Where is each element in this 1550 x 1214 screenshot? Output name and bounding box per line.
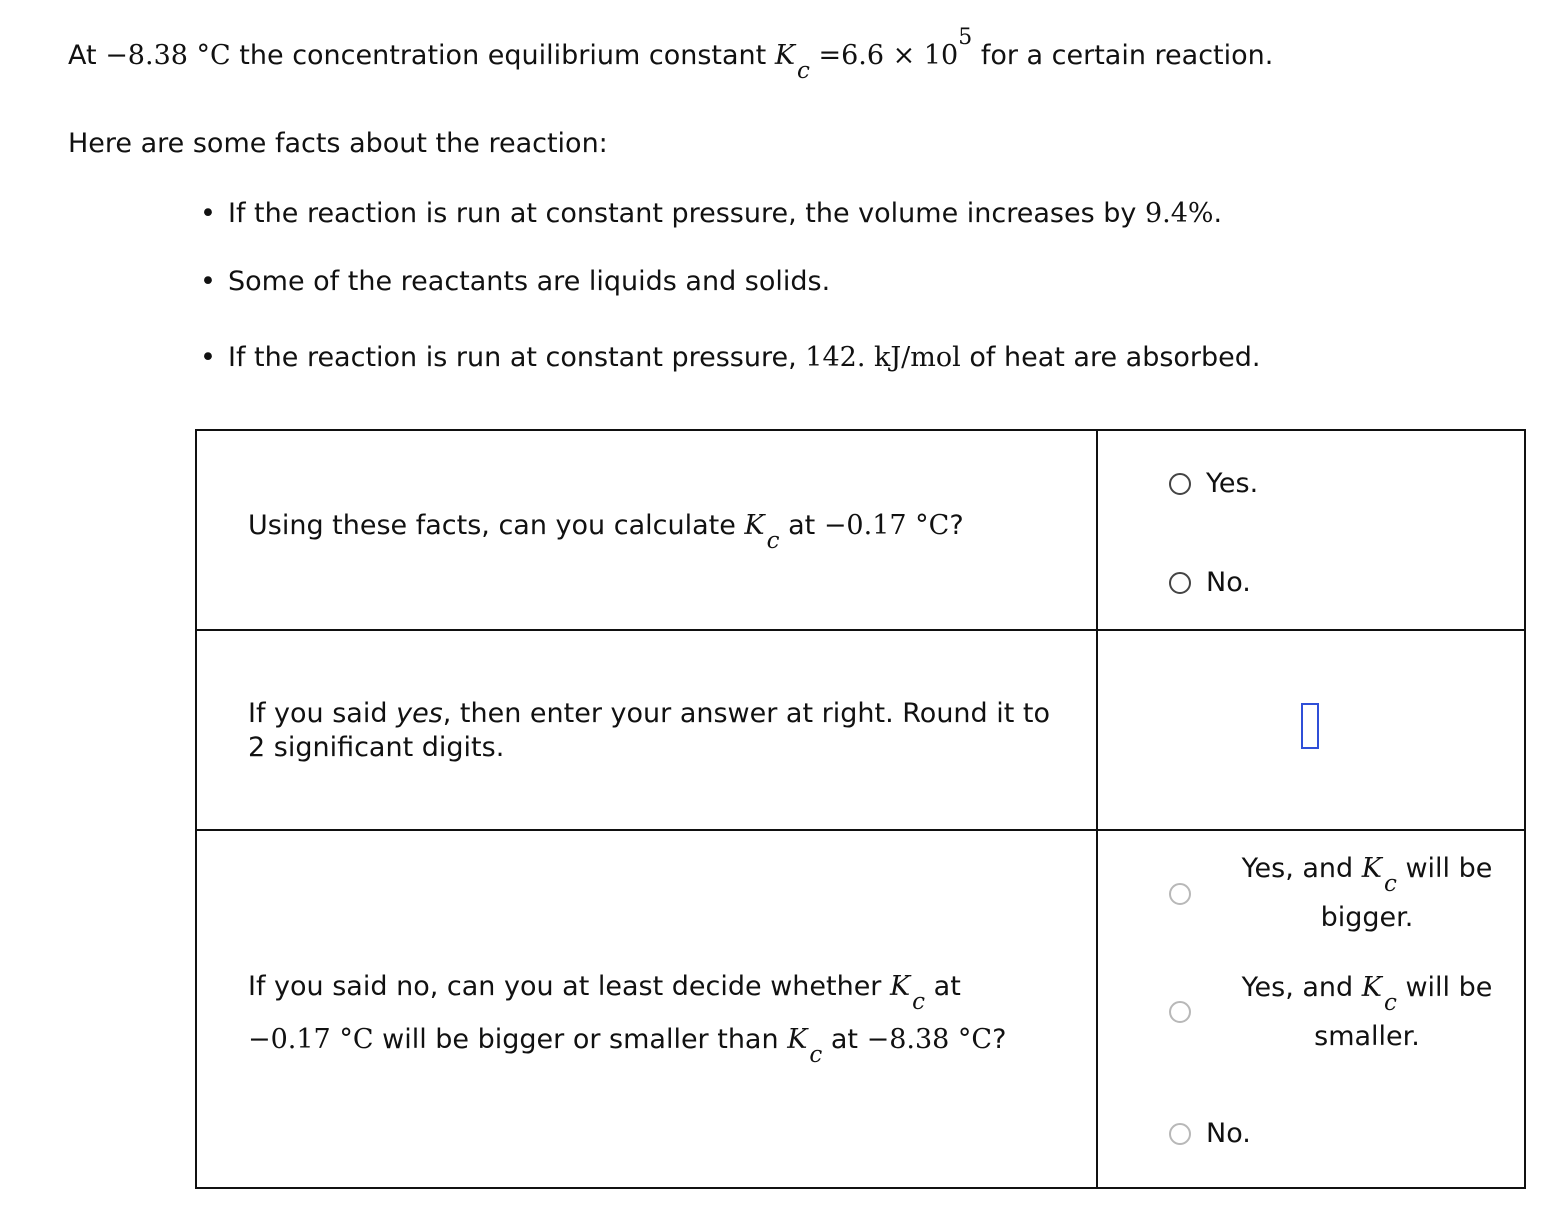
radio-label: No. — [1206, 567, 1251, 598]
question-calculate-kc — [248, 509, 964, 554]
fact-value: 142. — [805, 342, 866, 373]
choice-smaller-label — [1227, 964, 1507, 1061]
radio-option-bigger[interactable] — [1169, 883, 1191, 905]
kc-symbol: K — [1361, 853, 1382, 884]
radio-option-no[interactable] — [1169, 567, 1251, 598]
radio-button-smaller[interactable] — [1169, 1001, 1191, 1023]
radio-button-no-decide[interactable] — [1169, 1123, 1191, 1145]
choice-prefix: Yes, and — [1241, 972, 1354, 1003]
intro-middle: the concentration equilibrium constant — [239, 40, 767, 71]
intro-prefix: At — [68, 40, 97, 71]
choice-line2: bigger. — [1320, 902, 1414, 933]
bullet-icon: • — [200, 342, 216, 373]
intro-temperature: −8.38 — [105, 40, 188, 71]
kc-subscript: c — [797, 58, 810, 84]
q1-temperature-unit: °C — [915, 510, 950, 541]
kc-subscript: c — [766, 528, 780, 554]
choice-suffix: will be — [1405, 853, 1493, 884]
q1-end: ? — [949, 510, 964, 541]
q2-text-rest: , then enter your answer at right. Round it to — [442, 698, 1051, 729]
q3-text: If you said no, can you at least decide whether — [248, 971, 882, 1002]
question-bigger-smaller — [248, 961, 1006, 1067]
bullet-icon: • — [200, 266, 216, 297]
radio-button-yes[interactable] — [1169, 473, 1191, 495]
fact-unit: kJ/mol — [874, 342, 961, 373]
choice-prefix: Yes, and — [1241, 853, 1354, 884]
q3-temperature: −0.17 — [248, 1024, 331, 1055]
q3-end: ? — [992, 1024, 1007, 1055]
q3-at-2: at — [830, 1024, 858, 1055]
choice-bigger-label — [1227, 845, 1507, 942]
kc-subscript: c — [1383, 990, 1397, 1016]
row-divider — [197, 629, 1524, 631]
fact-value: 9.4% — [1144, 198, 1214, 229]
radio-button-bigger[interactable] — [1169, 883, 1191, 905]
column-divider — [1096, 431, 1098, 1187]
fact-end: of heat are absorbed. — [969, 342, 1261, 373]
fact-end: . — [1213, 198, 1223, 229]
question-enter-answer — [248, 697, 1050, 765]
kc-symbol: K — [787, 1024, 808, 1055]
kc-symbol: K — [774, 40, 796, 71]
fact-item — [200, 266, 831, 297]
q1-temperature: −0.17 — [823, 510, 907, 541]
radio-option-yes[interactable] — [1169, 468, 1258, 499]
choice-suffix: will be — [1405, 972, 1493, 1003]
radio-button-no[interactable] — [1169, 572, 1191, 594]
facts-heading: Here are some facts about the reaction: — [68, 128, 608, 159]
row-divider — [197, 829, 1524, 831]
fact-item — [200, 342, 1261, 373]
kc-subscript: c — [912, 989, 926, 1015]
kc-exponent: 5 — [958, 25, 973, 50]
bullet-icon: • — [200, 198, 216, 229]
kc-subscript: c — [809, 1042, 823, 1068]
kc-value: =6.6 × 10 — [818, 40, 959, 71]
intro-temperature-unit: °C — [196, 40, 231, 71]
kc-symbol: K — [1361, 972, 1382, 1003]
q1-at: at — [788, 510, 816, 541]
radio-option-smaller[interactable] — [1169, 1001, 1191, 1023]
q2-text: If you said — [248, 698, 388, 729]
radio-label: Yes. — [1206, 468, 1259, 499]
q3-temperature-unit: °C — [339, 1024, 374, 1055]
fact-text: If the reaction is run at constant pressure, the volume increases by — [228, 198, 1137, 229]
fact-item — [200, 198, 1223, 229]
kc-symbol: K — [890, 971, 911, 1002]
question-table — [195, 429, 1526, 1189]
q3-temperature-2: −8.38 — [866, 1024, 950, 1055]
q2-line2: 2 significant digits. — [248, 732, 505, 763]
q2-emphasis: yes — [396, 698, 443, 729]
radio-label: No. — [1206, 1118, 1251, 1149]
kc-symbol: K — [744, 510, 765, 541]
q3-temperature-unit-2: °C — [957, 1024, 993, 1055]
intro-suffix: for a certain reaction. — [980, 40, 1274, 71]
kc-subscript: c — [1383, 871, 1397, 897]
radio-option-no-decide[interactable] — [1169, 1118, 1251, 1149]
q1-text: Using these facts, can you calculate — [248, 510, 736, 541]
fact-text: If the reaction is run at constant pressure, — [228, 342, 797, 373]
q3-at: at — [933, 971, 961, 1002]
choice-line2: smaller. — [1314, 1021, 1420, 1052]
fact-text: Some of the reactants are liquids and solids. — [228, 266, 831, 297]
intro-statement — [68, 25, 1274, 84]
answer-input[interactable] — [1301, 703, 1319, 749]
q3-text-2: will be bigger or smaller than — [382, 1024, 779, 1055]
